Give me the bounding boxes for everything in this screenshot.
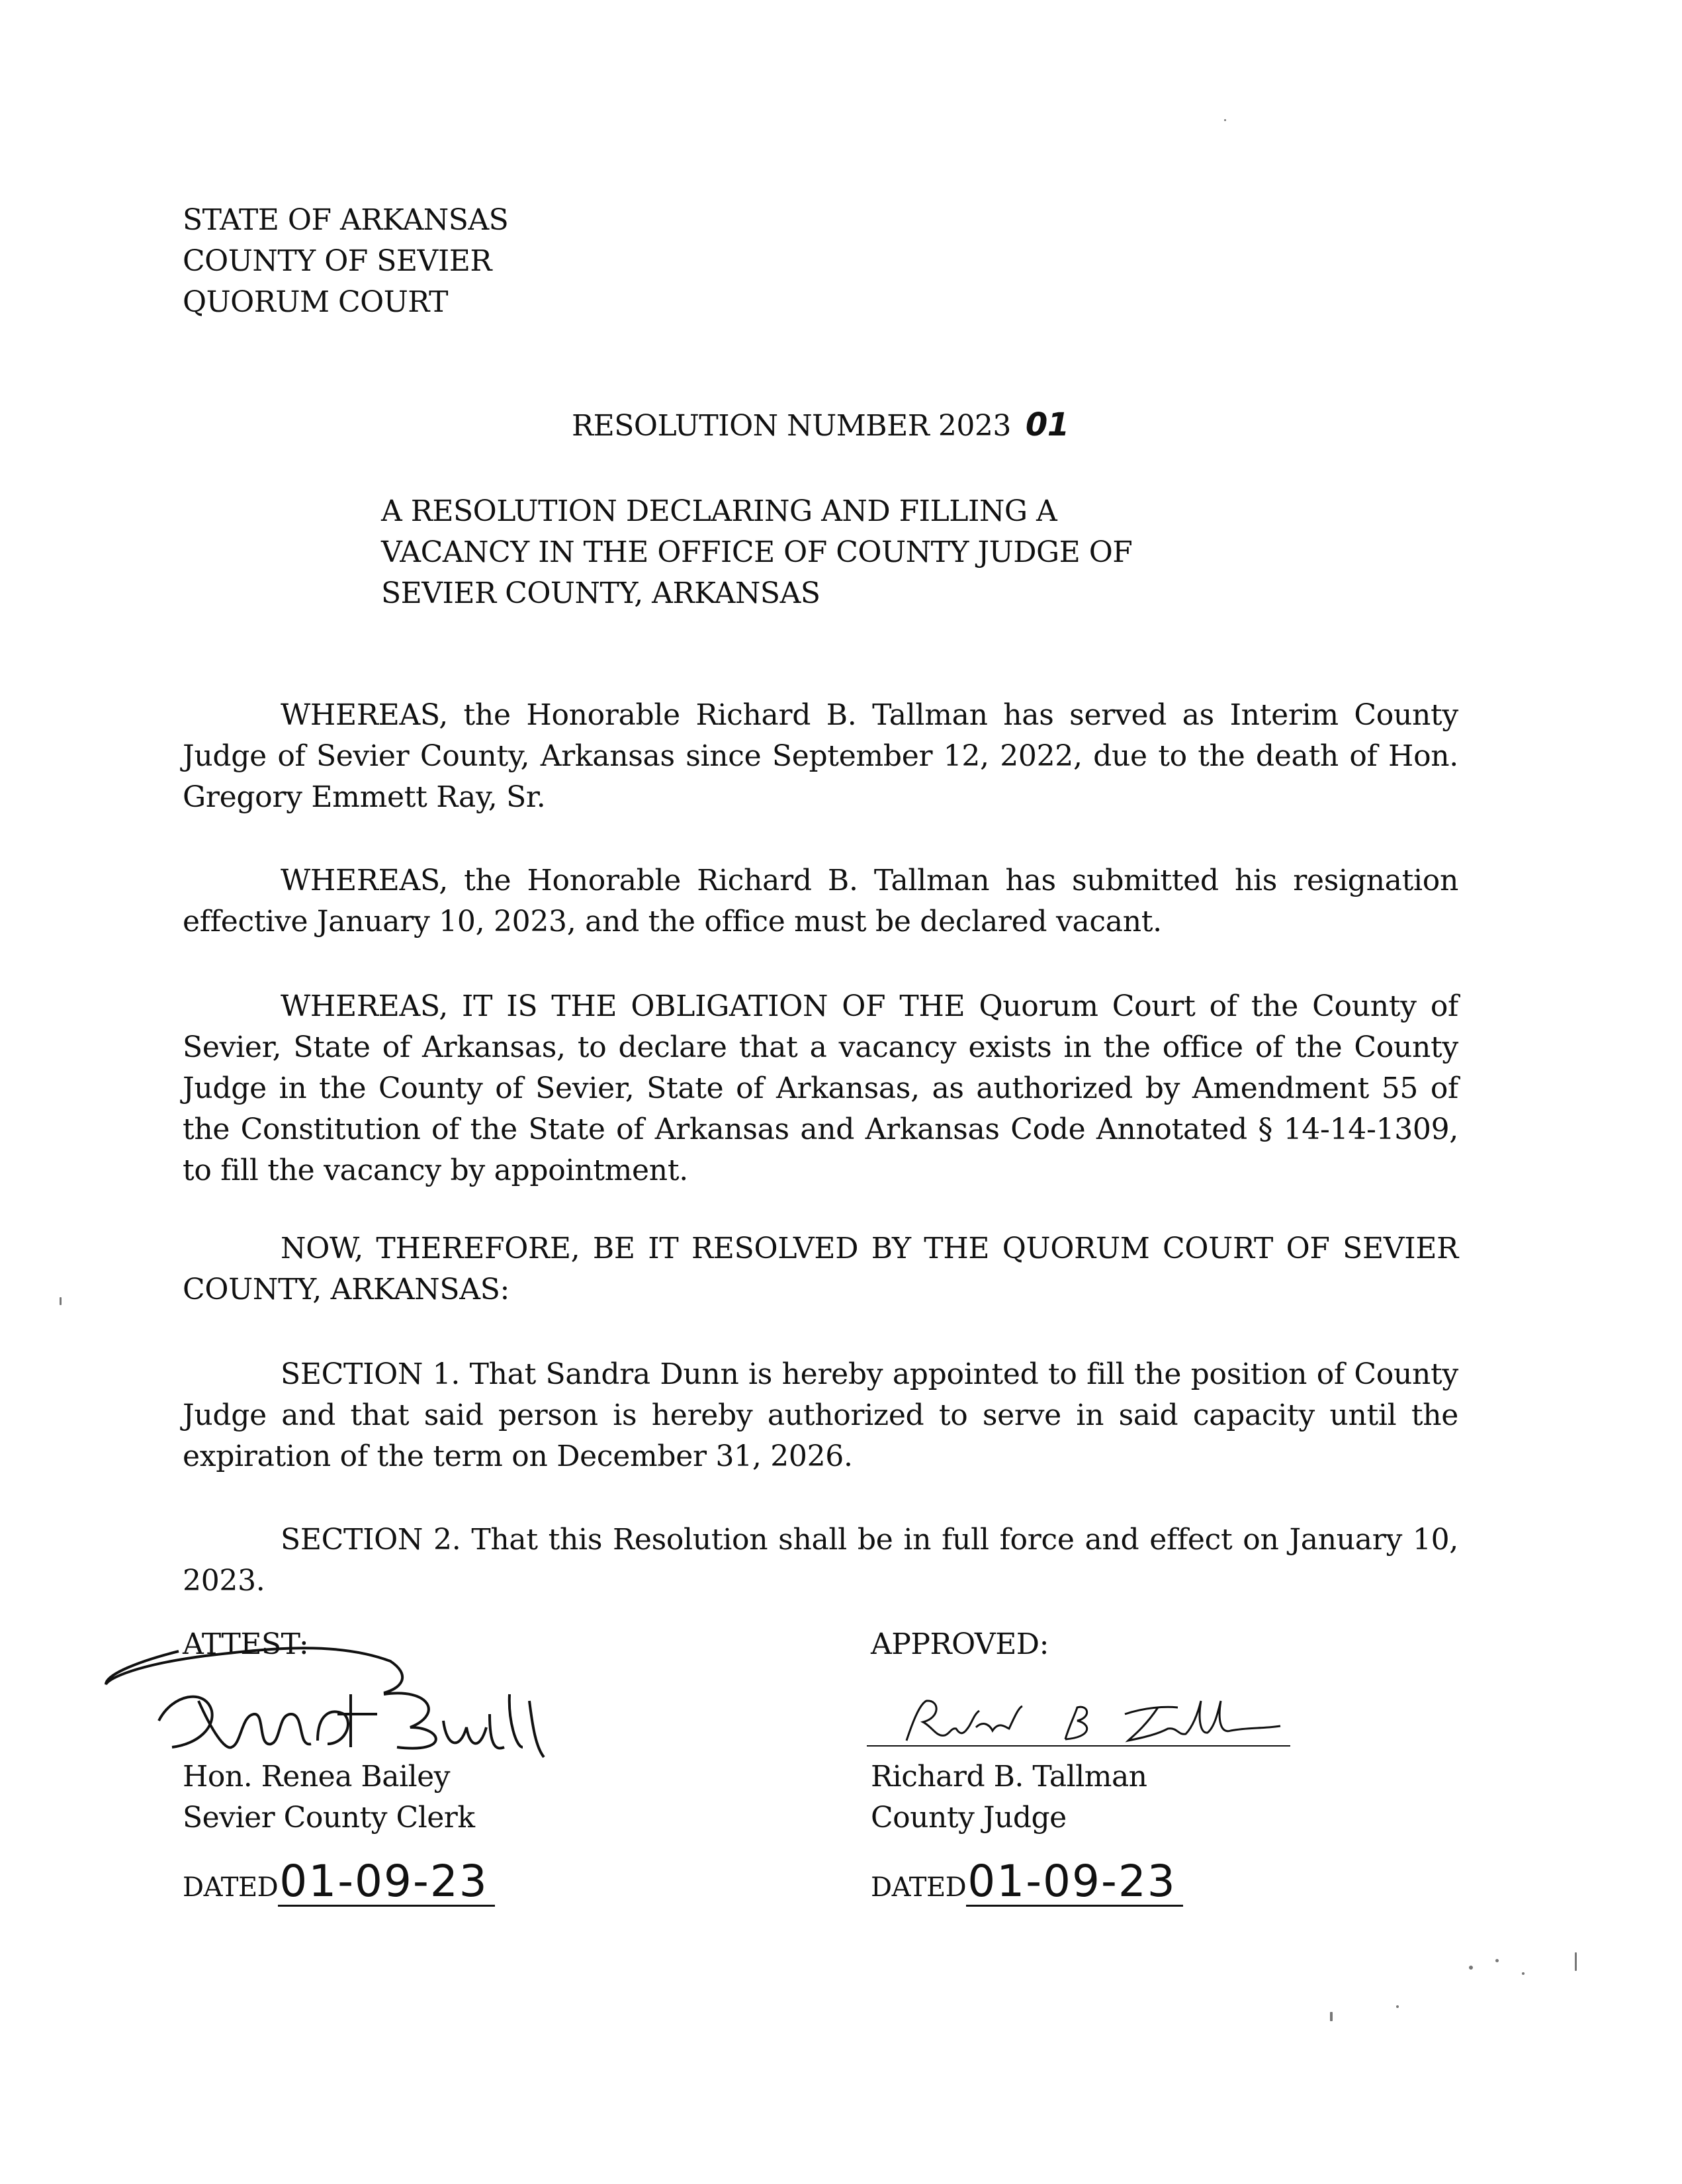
scan-speck — [1396, 2005, 1399, 2008]
section-2-paragraph: SECTION 2. That this Resolution shall be in full force and effect on January 10, 2023. — [183, 1523, 1458, 1598]
scan-speck — [60, 1297, 62, 1305]
resolution-title — [381, 491, 1132, 614]
approved-label: APPROVED: — [871, 1627, 1049, 1661]
heading-county: COUNTY OF SEVIER — [183, 244, 492, 278]
scan-speck — [1522, 1972, 1525, 1975]
title-line-3: SEVIER COUNTY, ARKANSAS — [381, 576, 820, 610]
scan-speck — [1575, 1952, 1577, 1971]
title-line-1: A RESOLUTION DECLARING AND FILLING A — [381, 494, 1057, 528]
attest-label: ATTEST: — [183, 1627, 309, 1661]
title-line-2: VACANCY IN THE OFFICE OF COUNTY JUDGE OF — [381, 535, 1133, 569]
whereas-paragraph-1: WHEREAS, the Honorable Richard B. Tallman has served as Interim County Judge of Sevier County, Arkansas since September 12, 2022, due to the death of Hon. Gregory Emmett Ray, Sr. — [183, 698, 1458, 814]
judge-title: County Judge — [871, 1801, 1067, 1835]
section-1-paragraph: SECTION 1. That Sandra Dunn is hereby appointed to fill the position of County Judge and that said person is hereby authorized to serve in said capacity until the expiration of the term on December 31, 2026. — [183, 1357, 1458, 1473]
heading-state: STATE OF ARKANSAS — [183, 203, 509, 237]
scan-speck — [1224, 119, 1226, 121]
whereas-paragraph-2: WHEREAS, the Honorable Richard B. Tallman has submitted his resignation effective January 10, 2023, and the office must be declared vacant. — [183, 864, 1458, 938]
clerk-title: Sevier County Clerk — [183, 1801, 475, 1835]
clerk-name-block — [183, 1756, 475, 1839]
resolution-number — [572, 406, 1069, 443]
resolution-number-label: RESOLUTION NUMBER 2023 — [572, 409, 1011, 443]
resolution-number-handwritten: 01 — [1025, 406, 1069, 443]
clerk-dated — [183, 1858, 495, 1907]
scan-speck — [1495, 1959, 1499, 1962]
clerk-name: Hon. Renea Bailey — [183, 1760, 451, 1794]
judge-dated-value: 01-09-23 — [966, 1858, 1183, 1907]
clerk-dated-label: DATED — [183, 1872, 279, 1903]
judge-dated — [871, 1858, 1183, 1907]
whereas-paragraph-3: WHEREAS, IT IS THE OBLIGATION OF THE Quorum Court of the County of Sevier, State of Arkansas, to declare that a vacancy exists in the office of the County Judge in the County of Sevier, State of Arkansas, as authorized by Amendment 55 of the Constitution of the State of Arkansas and Arkansas Code Annotated § 14-14-1309, to fill the vacancy by appointment. — [183, 989, 1458, 1187]
clerk-signature — [99, 1615, 549, 1774]
scan-speck — [1330, 2012, 1333, 2021]
heading-court: QUORUM COURT — [183, 285, 448, 319]
resolved-paragraph: NOW, THEREFORE, BE IT RESOLVED BY THE QUORUM COURT OF SEVIER COUNTY, ARKANSAS: — [183, 1232, 1458, 1306]
document-heading — [183, 200, 508, 323]
scan-speck — [1469, 1966, 1473, 1970]
judge-name: Richard B. Tallman — [871, 1760, 1147, 1794]
judge-dated-label: DATED — [871, 1872, 967, 1903]
clerk-dated-value: 01-09-23 — [278, 1858, 495, 1907]
judge-name-block — [871, 1756, 1147, 1839]
judge-signature — [867, 1688, 1290, 1760]
